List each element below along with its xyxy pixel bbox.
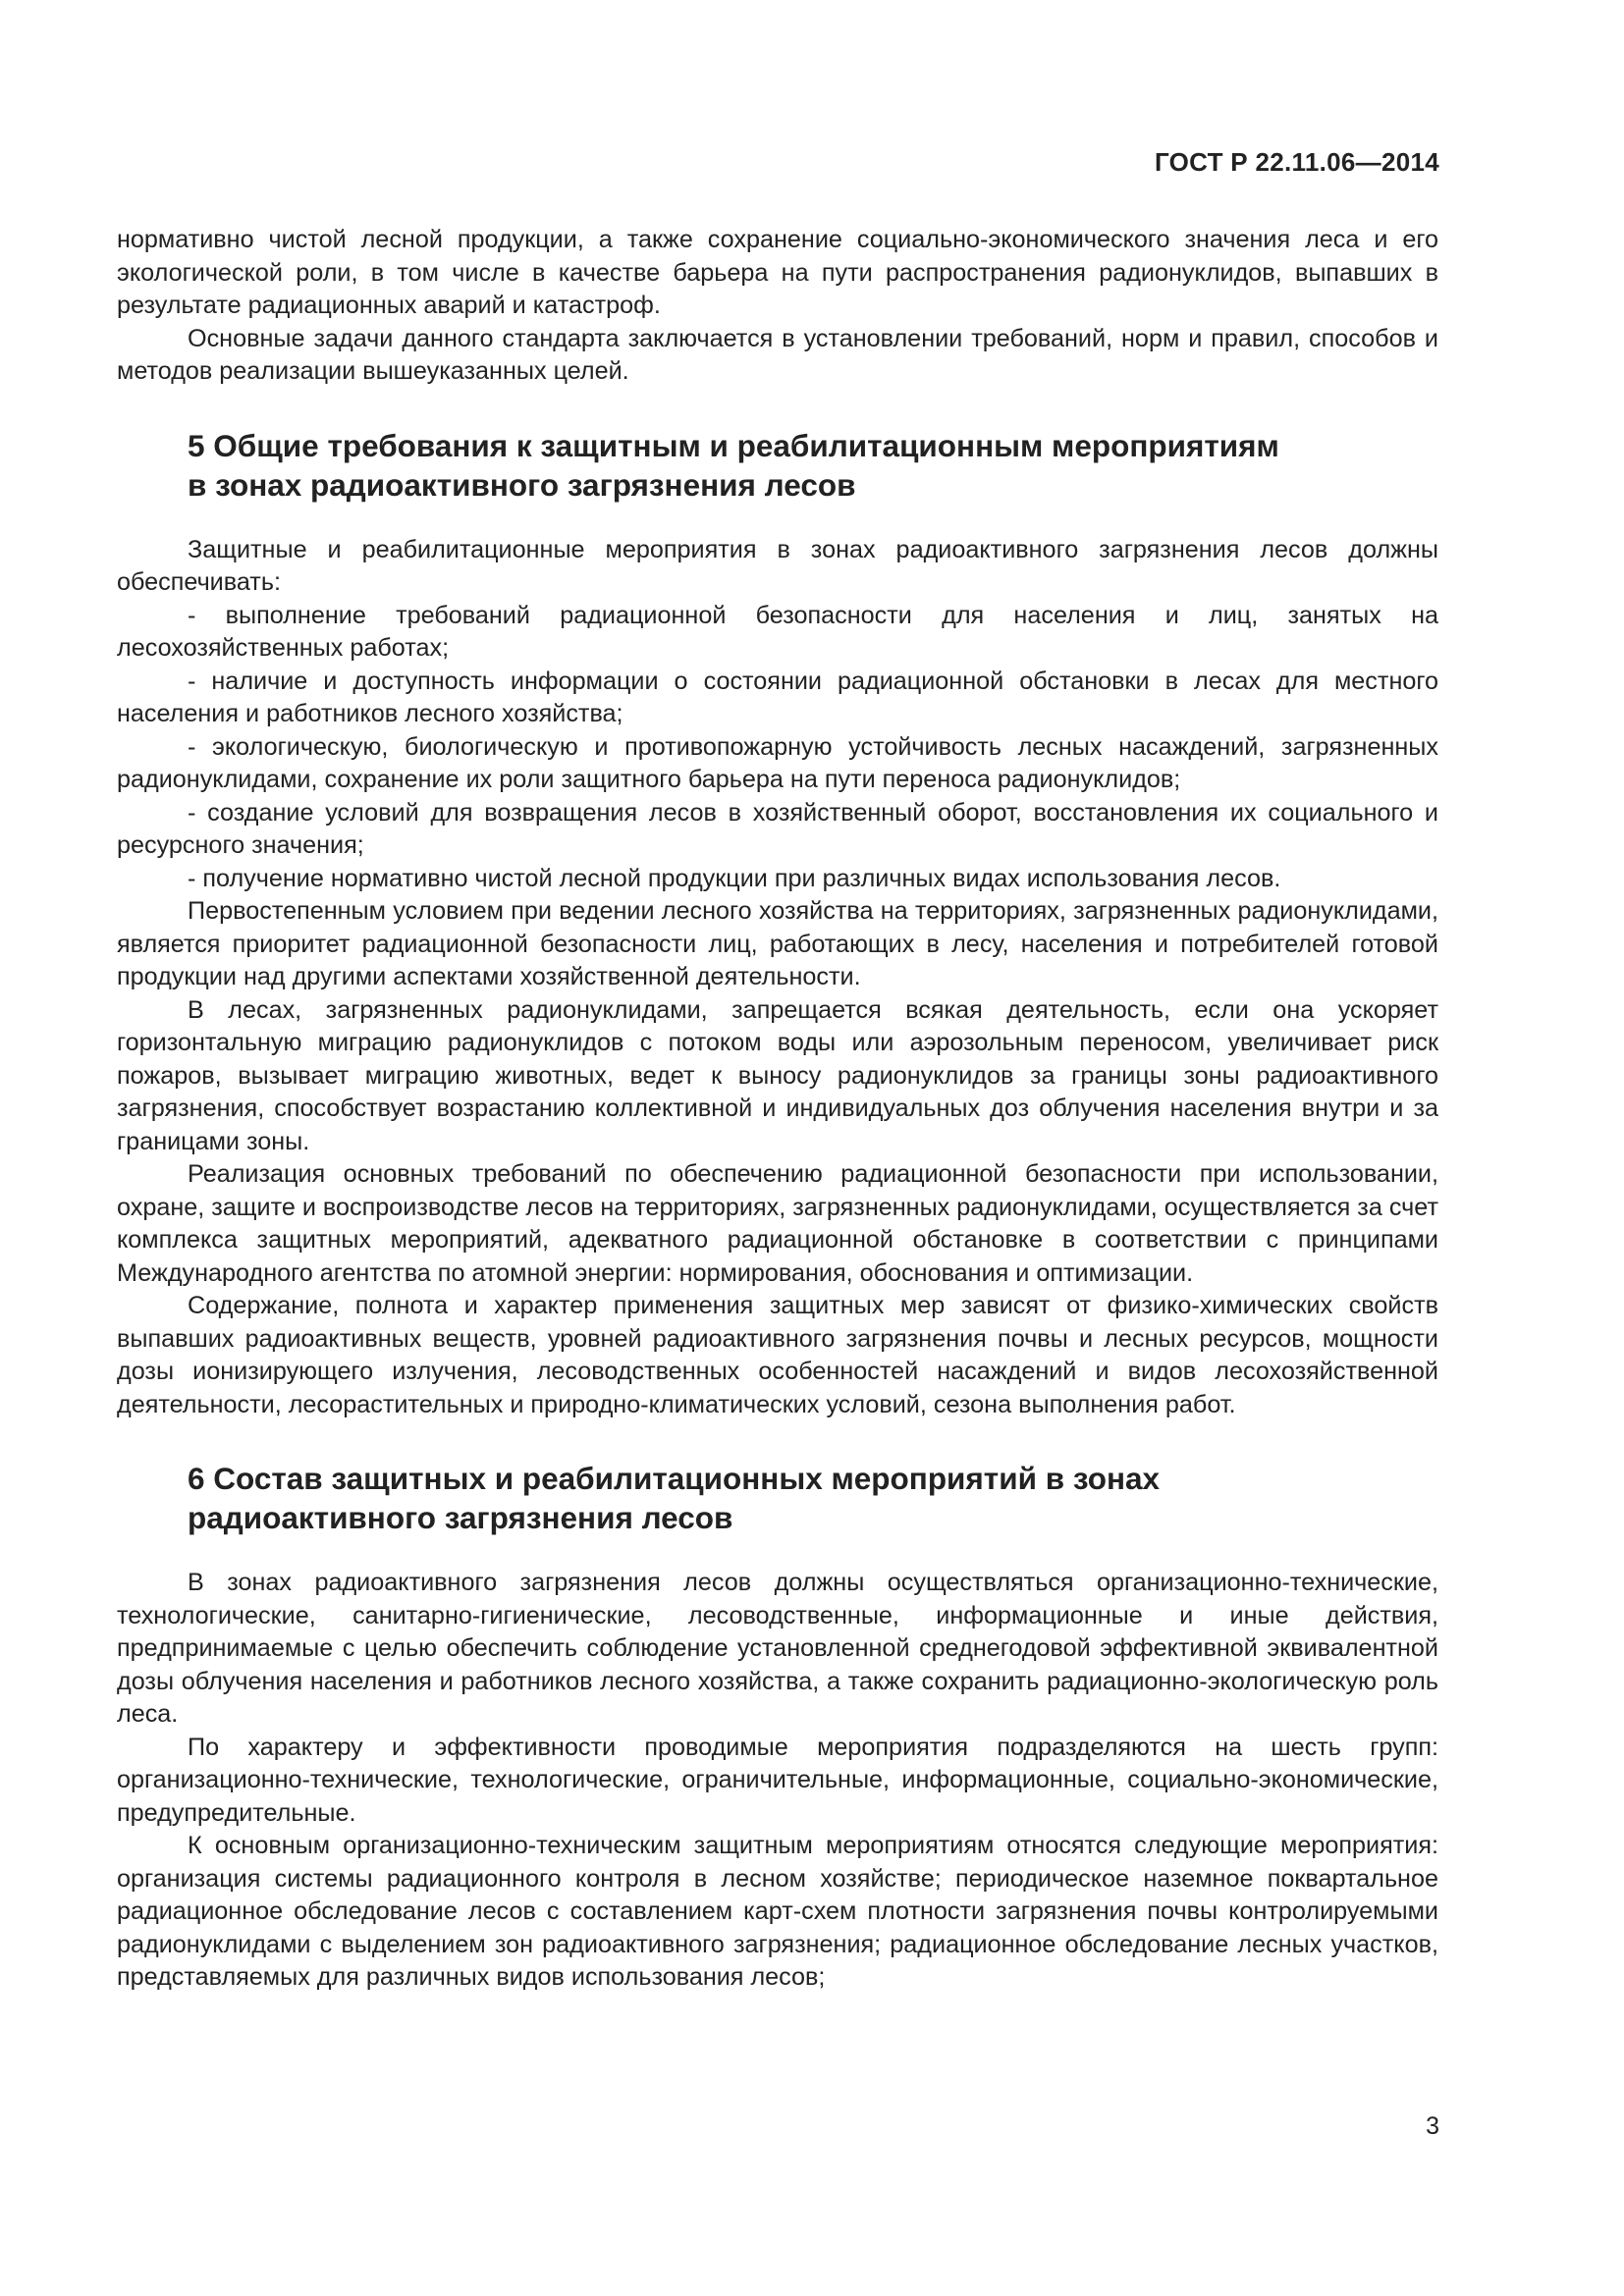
section-6-title <box>188 1421 1438 1567</box>
section-5-title-line: 5 Общие требования к защитным и реабилитационным мероприятиям <box>188 427 1279 463</box>
page-content <box>117 224 1438 1995</box>
section-6-paragraph: В зонах радиоактивного загрязнения лесов должны осуществляться организационно-технические, технологические, санитарно-гигиенические, лесоводственные, информационные и иные действия, предпринимаемые с целью обеспечить соблюдение установленной среднегодовой эффективной эквивалентной дозы облучения населения и работников лесного хозяйства, а также сохранить радиационно-экологическую роль леса. <box>117 1569 1438 1728</box>
section-6-paragraph: К основным организационно-техническим защитным мероприятиям относятся следующие мероприятия: организация системы радиационного контроля в лесном хозяйстве; периодическое наземное поквартальное радиационное обследование лесов с составлением карт-схем плотности загрязнения почвы контролируемыми радионуклидами с выделением зон радиоактивного загрязнения; радиационное обследование лесных участков, представляемых для различных видов использования лесов; <box>117 1832 1438 1991</box>
page-number: 3 <box>1426 2112 1439 2140</box>
section-5-paragraph: Содержание, полнота и характер применения защитных мер зависят от физико-химических свойств выпавших радиоактивных веществ, уровней радиоактивного загрязнения почвы и лесных ресурсов, мощности дозы ионизирующего излучения, лесоводственных особенностей насаждений и видов лесохозяйственной деятельности, лесорастительных и природно-климатических условий, сезона выполнения работ. <box>117 1292 1438 1418</box>
section-5-paragraph: Защитные и реабилитационные мероприятия в зонах радиоактивного загрязнения лесов должны обеспечивать: <box>117 535 1438 596</box>
section-5-paragraph: Первостепенным условием при ведении лесного хозяйства на территориях, загрязненных радионуклидами, является приоритет радиационной безопасности лиц, работающих в лесу, населения и потребителей готовой продукции над другими аспектами хозяйственной деятельности. <box>117 897 1438 990</box>
document-code: ГОСТ Р 22.11.06—2014 <box>1154 147 1439 177</box>
section-5-title <box>188 389 1438 534</box>
section-5-list-item: - выполнение требований радиационной безопасности для населения и лиц, занятых на лесохозяйственных работах; <box>117 601 1438 662</box>
section-5-list-item: - наличие и доступность информации о состоянии радиационной обстановки в лесах для местного населения и работников лесного хозяйства; <box>117 667 1438 727</box>
section-6-title-line: радиоактивного загрязнения лесов <box>188 1500 733 1535</box>
section-6-title-line: 6 Состав защитных и реабилитационных мероприятий в зонах <box>188 1461 1161 1496</box>
section-5-title-line: в зонах радиоактивного загрязнения лесов <box>188 466 856 503</box>
section-5-list-item: - получение нормативно чистой лесной продукции при различных видах использования лесов. <box>188 864 1281 892</box>
section-5-paragraph: В лесах, загрязненных радионуклидами, запрещается всякая деятельность, если она ускоряет горизонтальную миграцию радионуклидов с потоком воды или аэрозольным переносом, увеличивает риск пожаров, вызывает миграцию животных, ведет к выносу радионуклидов за границы зоны радиоактивного загрязнения, способствует возрастанию коллективной и индивидуальных доз облучения населения внутри и за границами зоны. <box>117 995 1438 1155</box>
section-6-paragraph: По характеру и эффективности проводимые мероприятия подразделяются на шесть групп: организационно-технические, технологические, ограничительные, информационные, социально-экономические, предупредительные. <box>117 1733 1438 1827</box>
intro-paragraph: Основные задачи данного стандарта заключается в установлении требований, норм и правил, способов и методов реализации вышеуказанных целей. <box>117 324 1438 385</box>
intro-paragraph: нормативно чистой лесной продукции, а также сохранение социально-экономического значения леса и его экологической роли, в том числе в качестве барьера на пути распространения радионуклидов, выпавших в результате радиационных аварий и катастроф. <box>117 226 1438 319</box>
section-5-list-item: - создание условий для возвращения лесов в хозяйственный оборот, восстановления их социального и ресурсного значения; <box>117 798 1438 859</box>
section-5-list-item: - экологическую, биологическую и противопожарную устойчивость лесных насаждений, загрязненных радионуклидами, сохранение их роли защитного барьера на пути переноса радионуклидов; <box>117 732 1438 793</box>
section-5-paragraph: Реализация основных требований по обеспечению радиационной безопасности при использовании, охране, защите и воспроизводстве лесов на территориях, загрязненных радионуклидами, осуществляется за счет комплекса защитных мероприятий, адекватного радиационной обстановке в соответствии с принципами Международного агентства по атомной энергии: нормирования, обоснования и оптимизации. <box>117 1160 1438 1287</box>
